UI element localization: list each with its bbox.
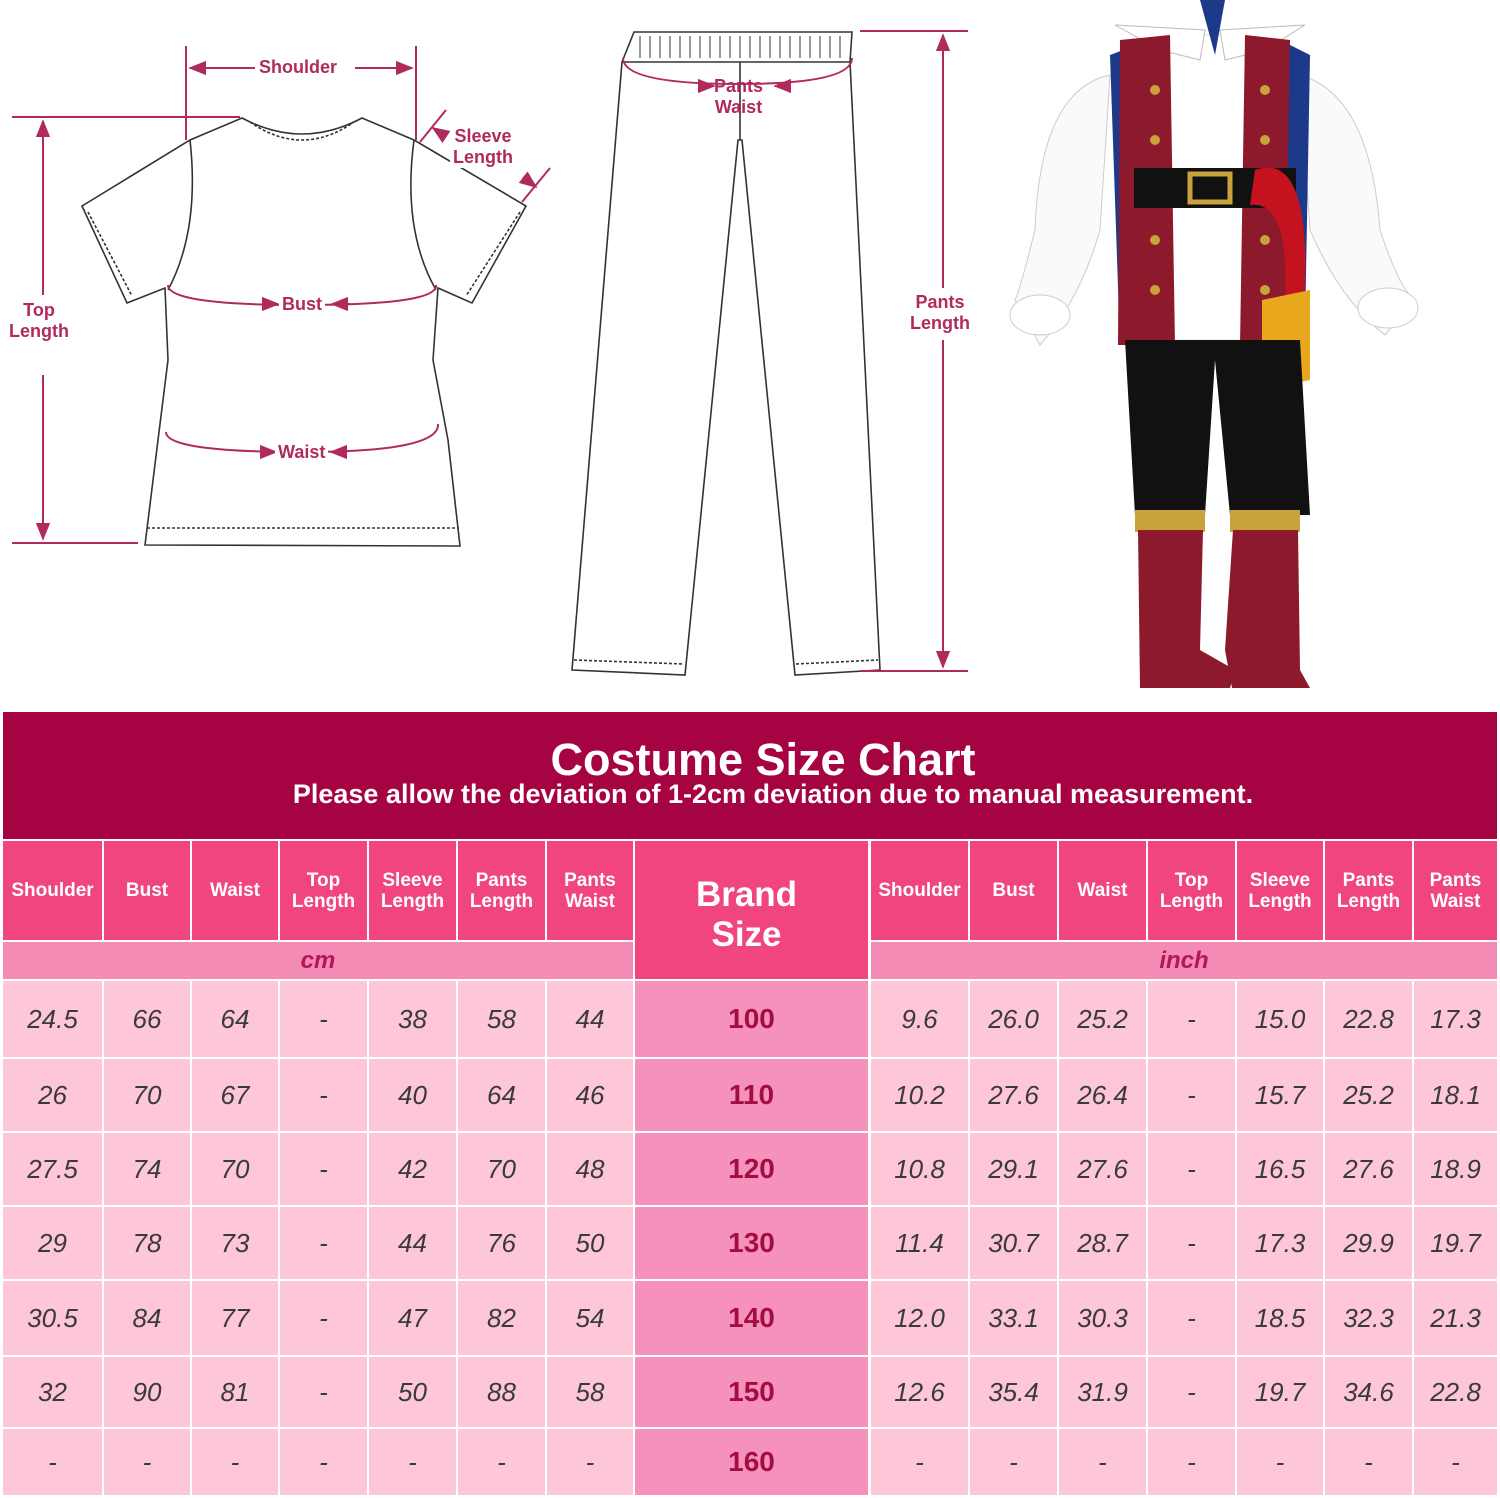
table-cell-inch: 9.6 [871,981,968,1057]
pants-length-label: Pants Length [907,292,973,334]
table-cell-cm: 27.5 [3,1133,102,1205]
table-cell-inch: 33.1 [970,1281,1057,1355]
brand-size-header: Brand Size [635,841,868,979]
table-cell-cm: 40 [369,1059,456,1131]
chart-header [3,712,1497,839]
table-cell-inch: 30.7 [970,1207,1057,1279]
table-cell-cm: - [280,1059,367,1131]
table-cell-inch: 27.6 [1325,1133,1412,1205]
sleeve-length-label: Sleeve Length [450,126,516,168]
table-cell-inch: 18.9 [1414,1133,1497,1205]
column-header-cm: Top Length [280,841,367,940]
column-header-inch: Pants Length [1325,841,1412,940]
table-cell-cm: - [280,1207,367,1279]
table-cell-cm: 64 [458,1059,545,1131]
table-cell-inch: 21.3 [1414,1281,1497,1355]
table-cell-cm: - [280,1357,367,1427]
pants-drawing [572,32,880,675]
table-cell-cm: - [280,1281,367,1355]
table-cell-cm: 90 [104,1357,190,1427]
table-cell-cm: 82 [458,1281,545,1355]
table-cell-cm: 81 [192,1357,278,1427]
table-cell-inch: 15.7 [1237,1059,1323,1131]
column-header-cm: Sleeve Length [369,841,456,940]
table-cell-inch: 19.7 [1237,1357,1323,1427]
table-cell-cm: 70 [192,1133,278,1205]
table-cell-cm: 46 [547,1059,633,1131]
table-cell-cm: 67 [192,1059,278,1131]
table-cell-cm: - [369,1429,456,1495]
chart-subtitle: Please allow the deviation of 1-2cm deviation due to manual measurement. [292,779,1254,809]
table-cell-inch: - [1148,1281,1235,1355]
table-cell-inch: - [970,1429,1057,1495]
table-cell-inch: 17.3 [1414,981,1497,1057]
brand-size-cell: 150 [635,1357,868,1427]
column-header-cm: Waist [192,841,278,940]
chart-title: Costume Size Chart [550,734,976,785]
brand-size-cell: 130 [635,1207,868,1279]
table-cell-inch: 32.3 [1325,1281,1412,1355]
table-cell-cm: 66 [104,981,190,1057]
table-cell-inch: 12.0 [871,1281,968,1355]
table-cell-cm: 42 [369,1133,456,1205]
table-cell-inch: - [871,1429,968,1495]
table-cell-inch: - [1148,1133,1235,1205]
table-cell-cm: 64 [192,981,278,1057]
brand-size-cell: 160 [635,1429,868,1495]
column-header-inch: Top Length [1148,841,1235,940]
table-cell-inch: 17.3 [1237,1207,1323,1279]
table-cell-cm: 24.5 [3,981,102,1057]
table-cell-inch: 27.6 [1059,1133,1146,1205]
table-cell-cm: 77 [192,1281,278,1355]
table-cell-cm: - [547,1429,633,1495]
table-cell-inch: 10.2 [871,1059,968,1131]
table-cell-cm: - [458,1429,545,1495]
table-cell-inch: 25.2 [1325,1059,1412,1131]
table-cell-inch: 30.3 [1059,1281,1146,1355]
column-header-cm: Pants Waist [547,841,633,940]
column-header-inch: Waist [1059,841,1146,940]
table-cell-inch: 35.4 [970,1357,1057,1427]
bust-label: Bust [279,294,325,315]
waist-label: Waist [275,442,328,463]
table-cell-inch: 16.5 [1237,1133,1323,1205]
table-cell-cm: - [192,1429,278,1495]
table-cell-inch: 26.0 [970,981,1057,1057]
table-cell-inch: - [1237,1429,1323,1495]
table-cell-inch: 26.4 [1059,1059,1146,1131]
table-cell-cm: 38 [369,981,456,1057]
table-cell-cm: 29 [3,1207,102,1279]
shoulder-label: Shoulder [256,57,340,78]
table-cell-inch: - [1148,1207,1235,1279]
table-cell-cm: 32 [3,1357,102,1427]
column-header-inch: Bust [970,841,1057,940]
table-cell-inch: 12.6 [871,1357,968,1427]
brand-size-cell: 100 [635,981,868,1057]
table-cell-cm: 74 [104,1133,190,1205]
table-cell-cm: 30.5 [3,1281,102,1355]
table-cell-inch: 31.9 [1059,1357,1146,1427]
table-cell-cm: 50 [547,1207,633,1279]
table-cell-inch: - [1148,1357,1235,1427]
table-cell-inch: 34.6 [1325,1357,1412,1427]
table-cell-cm: 58 [458,981,545,1057]
table-cell-inch: 25.2 [1059,981,1146,1057]
column-header-inch: Shoulder [871,841,968,940]
table-cell-inch: 10.8 [871,1133,968,1205]
table-cell-cm: 76 [458,1207,545,1279]
table-cell-cm: 44 [369,1207,456,1279]
table-cell-cm: 54 [547,1281,633,1355]
tshirt-drawing [82,118,526,546]
top-length-label: Top Length [6,300,72,342]
pirate-costume-photo [1010,0,1418,688]
table-cell-cm: 50 [369,1357,456,1427]
table-cell-cm: 47 [369,1281,456,1355]
table-cell-cm: 84 [104,1281,190,1355]
table-cell-inch: - [1148,1059,1235,1131]
table-cell-inch: 27.6 [970,1059,1057,1131]
table-cell-inch: - [1059,1429,1146,1495]
table-cell-cm: - [280,1133,367,1205]
brand-size-cell: 120 [635,1133,868,1205]
unit-inch: inch [871,942,1497,979]
table-cell-cm: 70 [104,1059,190,1131]
table-cell-cm: - [3,1429,102,1495]
table-cell-inch: - [1325,1429,1412,1495]
table-cell-inch: 19.7 [1414,1207,1497,1279]
column-header-cm: Bust [104,841,190,940]
pants-waist-label: Pants Waist [714,76,764,117]
table-cell-cm: 88 [458,1357,545,1427]
table-cell-inch: 11.4 [871,1207,968,1279]
column-header-inch: Pants Waist [1414,841,1497,940]
brand-size-cell: 140 [635,1281,868,1355]
table-cell-inch: 18.1 [1414,1059,1497,1131]
table-cell-cm: 73 [192,1207,278,1279]
table-cell-cm: - [280,981,367,1057]
table-cell-inch: - [1414,1429,1497,1495]
table-cell-inch: 29.1 [970,1133,1057,1205]
table-cell-cm: 48 [547,1133,633,1205]
column-header-cm: Pants Length [458,841,545,940]
table-cell-inch: - [1148,1429,1235,1495]
unit-cm: cm [3,942,633,979]
column-header-cm: Shoulder [3,841,102,940]
table-cell-cm: 44 [547,981,633,1057]
table-cell-inch: 22.8 [1325,981,1412,1057]
table-cell-inch: 18.5 [1237,1281,1323,1355]
table-cell-inch: 22.8 [1414,1357,1497,1427]
table-cell-cm: 58 [547,1357,633,1427]
brand-size-cell: 110 [635,1059,868,1131]
table-cell-cm: - [280,1429,367,1495]
table-cell-inch: 28.7 [1059,1207,1146,1279]
table-cell-cm: - [104,1429,190,1495]
table-cell-inch: 29.9 [1325,1207,1412,1279]
table-cell-cm: 26 [3,1059,102,1131]
table-cell-inch: 15.0 [1237,981,1323,1057]
table-cell-cm: 78 [104,1207,190,1279]
table-cell-inch: - [1148,981,1235,1057]
measurement-diagram [0,0,1500,700]
column-header-inch: Sleeve Length [1237,841,1323,940]
table-cell-cm: 70 [458,1133,545,1205]
